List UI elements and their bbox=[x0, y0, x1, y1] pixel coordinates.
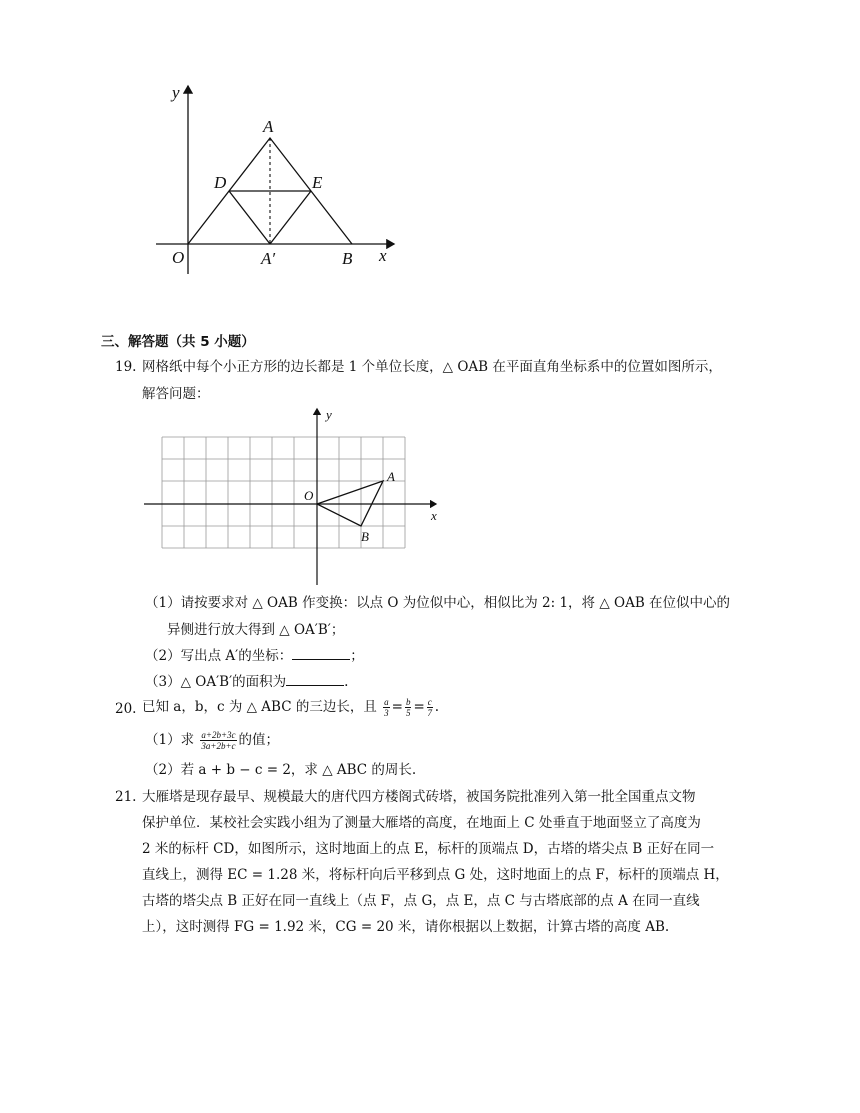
q19-sub1-line1: （1）请按要求对 △ OAB 作变换：以点 O 为位似中心，相似比为 2: 1，将 △ OAB 在位似中心的 bbox=[145, 595, 731, 611]
q19-sub2 bbox=[145, 646, 364, 666]
grid-label-x: x bbox=[431, 508, 437, 523]
label-A: A bbox=[263, 117, 274, 136]
q20-stem bbox=[142, 697, 439, 718]
frac-b-den: 5 bbox=[405, 708, 411, 718]
label-x: x bbox=[379, 246, 387, 265]
grid-label-B: B bbox=[361, 529, 369, 544]
q19-sub3-blank[interactable] bbox=[286, 673, 344, 686]
q20-sub1-end: 的值； bbox=[238, 732, 280, 748]
q21-line: 上），这时测得 FG = 1.92 米，CG = 20 米，请你根据以上数据，计算古塔的高度 AB. bbox=[142, 919, 670, 935]
frac-b-num: b bbox=[405, 697, 411, 707]
q20-frac-b bbox=[405, 697, 412, 718]
q19-sub3-end: . bbox=[344, 674, 349, 690]
label-A-prime: A′ bbox=[261, 249, 276, 268]
label-y: y bbox=[172, 83, 180, 102]
q21-number: 21. bbox=[115, 789, 137, 805]
segment-EA-prime bbox=[270, 191, 311, 244]
q20-stem-text: 已知 a，b，c 为 △ ABC 的三边长，且 bbox=[142, 699, 377, 715]
q20-eq1: = bbox=[391, 699, 403, 715]
q20-sub1-frac bbox=[200, 730, 236, 751]
sub1-frac-num: a+2b+3c bbox=[201, 730, 236, 740]
q19-sub3 bbox=[145, 672, 348, 692]
q19-sub1-line2: 异侧进行放大得到 △ OA′B′； bbox=[167, 622, 345, 638]
label-D: D bbox=[214, 173, 227, 192]
label-E: E bbox=[312, 173, 323, 192]
q20-stem-end: . bbox=[434, 699, 440, 715]
frac-c-num: c bbox=[427, 697, 432, 707]
q21-line: 2 米的标杆 CD，如图所示，这时地面上的点 E，标杆的顶端点 D，古塔的塔尖点 B 正好在同一 bbox=[142, 841, 715, 857]
grid-label-y: y bbox=[326, 407, 332, 422]
triangle-figure bbox=[150, 78, 410, 278]
grid-figure bbox=[140, 405, 450, 590]
sub1-frac-den: 3a+2b+c bbox=[201, 741, 236, 751]
grid-label-A: A bbox=[387, 469, 395, 484]
q20-eq2: = bbox=[413, 699, 425, 715]
q19-number: 19. bbox=[115, 359, 137, 375]
q20-sub2: （2）若 a + b − c = 2，求 △ ABC 的周长. bbox=[145, 762, 417, 778]
frac-c-den: 7 bbox=[427, 708, 433, 718]
frac-a-den: 3 bbox=[384, 708, 389, 718]
q19-line2: 解答问题： bbox=[142, 386, 210, 402]
q20-sub1-text: （1）求 bbox=[145, 732, 195, 748]
q21-line: 直线上，测得 EC = 1.28 米，将标杆向后平移到点 G 处，这时地面上的点 F，标杆的顶端点 H， bbox=[142, 867, 729, 883]
frac-a-num: a bbox=[384, 697, 389, 707]
segment-DA-prime bbox=[229, 191, 270, 244]
q21-line: 保护单位．某校社会实践小组为了测量大雁塔的高度，在地面上 C 处垂直于地面竖立了高度为 bbox=[142, 815, 701, 831]
q20-number: 20. bbox=[115, 701, 137, 717]
q20-frac-a bbox=[383, 697, 390, 718]
q21-line: 大雁塔是现存最早、规模最大的唐代四方楼阁式砖塔，被国务院批准列入第一批全国重点文物 bbox=[142, 789, 696, 805]
section-title: 三、解答题（共 5 小题） bbox=[101, 334, 255, 350]
q19-sub3-text: （3）△ OA′B′的面积为 bbox=[145, 674, 287, 690]
q19-sub2-end: ； bbox=[350, 648, 364, 664]
q21-line: 古塔的塔尖点 B 正好在同一直线上（点 F，点 G，点 E，点 C 与古塔底部的点 A 在同一直线 bbox=[142, 893, 700, 909]
q19-sub2-blank[interactable] bbox=[292, 647, 350, 660]
q20-frac-c bbox=[427, 697, 433, 718]
label-O: O bbox=[172, 248, 185, 267]
q20-sub1 bbox=[145, 730, 279, 751]
label-B: B bbox=[342, 249, 353, 268]
q19-line1: 网格纸中每个小正方形的边长都是 1 个单位长度，△ OAB 在平面直角坐标系中的位置如图所示， bbox=[142, 359, 722, 375]
q19-sub2-text: （2）写出点 A′的坐标： bbox=[145, 648, 293, 664]
grid-label-O: O bbox=[304, 488, 314, 503]
